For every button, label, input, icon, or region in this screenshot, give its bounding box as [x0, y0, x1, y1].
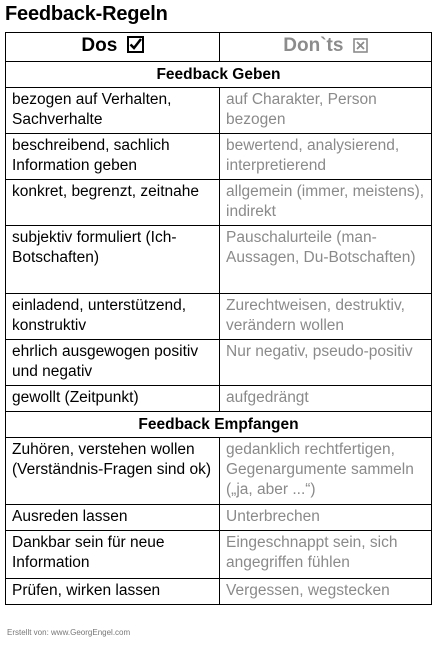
dont-cell: gedanklich rechtfertigen, Gegenargumente sammeln („ja, aber ...“) [220, 438, 432, 505]
table-row [6, 505, 432, 531]
dont-cell: Nur negativ, pseudo-positiv [220, 340, 432, 386]
do-cell: gewollt (Zeitpunkt) [6, 386, 220, 412]
table-row [6, 88, 432, 134]
feedback-rules-table [5, 32, 432, 605]
do-cell: ehrlich ausgewogen positiv und negativ [6, 340, 220, 386]
do-cell: subjektiv formuliert (Ich-Botschaften) [6, 226, 220, 294]
do-cell: Zuhören, verstehen wollen (Verständnis-Fragen sind ok) [6, 438, 220, 505]
table-row [6, 438, 432, 505]
page-title: Feedback-Regeln [5, 3, 168, 25]
table-row [6, 386, 432, 412]
do-cell: beschreibend, sachlich Information geben [6, 134, 220, 180]
crossed-box-icon [353, 38, 368, 58]
table-row [6, 180, 432, 226]
table-row [6, 134, 432, 180]
table-row [6, 531, 432, 579]
section-heading-row [6, 412, 432, 438]
do-cell: Dankbar sein für neue Information [6, 531, 220, 579]
dont-cell: Vergessen, wegstecken [220, 579, 432, 605]
section-heading: Feedback Geben [6, 62, 432, 88]
section-heading-row [6, 62, 432, 88]
do-cell: einladend, unterstützend, konstruktiv [6, 294, 220, 340]
dont-cell: Eingeschnappt sein, sich angegriffen fühlen [220, 531, 432, 579]
footer-credit: Erstellt von: www.GeorgEngel.com [7, 628, 131, 637]
do-cell: Ausreden lassen [6, 505, 220, 531]
table-header-row [6, 33, 432, 62]
table-row [6, 340, 432, 386]
dont-cell: auf Charakter, Person bezogen [220, 88, 432, 134]
table-row [6, 294, 432, 340]
section-heading: Feedback Empfangen [6, 412, 432, 438]
dont-cell: Unterbrechen [220, 505, 432, 531]
table-row [6, 226, 432, 294]
do-cell: bezogen auf Verhalten, Sachverhalte [6, 88, 220, 134]
dos-label: Dos [81, 35, 118, 56]
donts-header [220, 33, 432, 62]
dont-cell: aufgedrängt [220, 386, 432, 412]
table-row [6, 579, 432, 605]
checked-box-icon [127, 36, 144, 58]
do-cell: konkret, begrenzt, zeitnahe [6, 180, 220, 226]
dont-cell: allgemein (immer, meistens), indirekt [220, 180, 432, 226]
dont-cell: Pauschalurteile (man-Aussagen, Du-Botschaften) [220, 226, 432, 294]
dos-header [6, 33, 220, 62]
do-cell: Prüfen, wirken lassen [6, 579, 220, 605]
dont-cell: Zurechtweisen, destruktiv, verändern wollen [220, 294, 432, 340]
dont-cell: bewertend, analysierend, interpretierend [220, 134, 432, 180]
donts-label: Don`ts [283, 35, 344, 56]
